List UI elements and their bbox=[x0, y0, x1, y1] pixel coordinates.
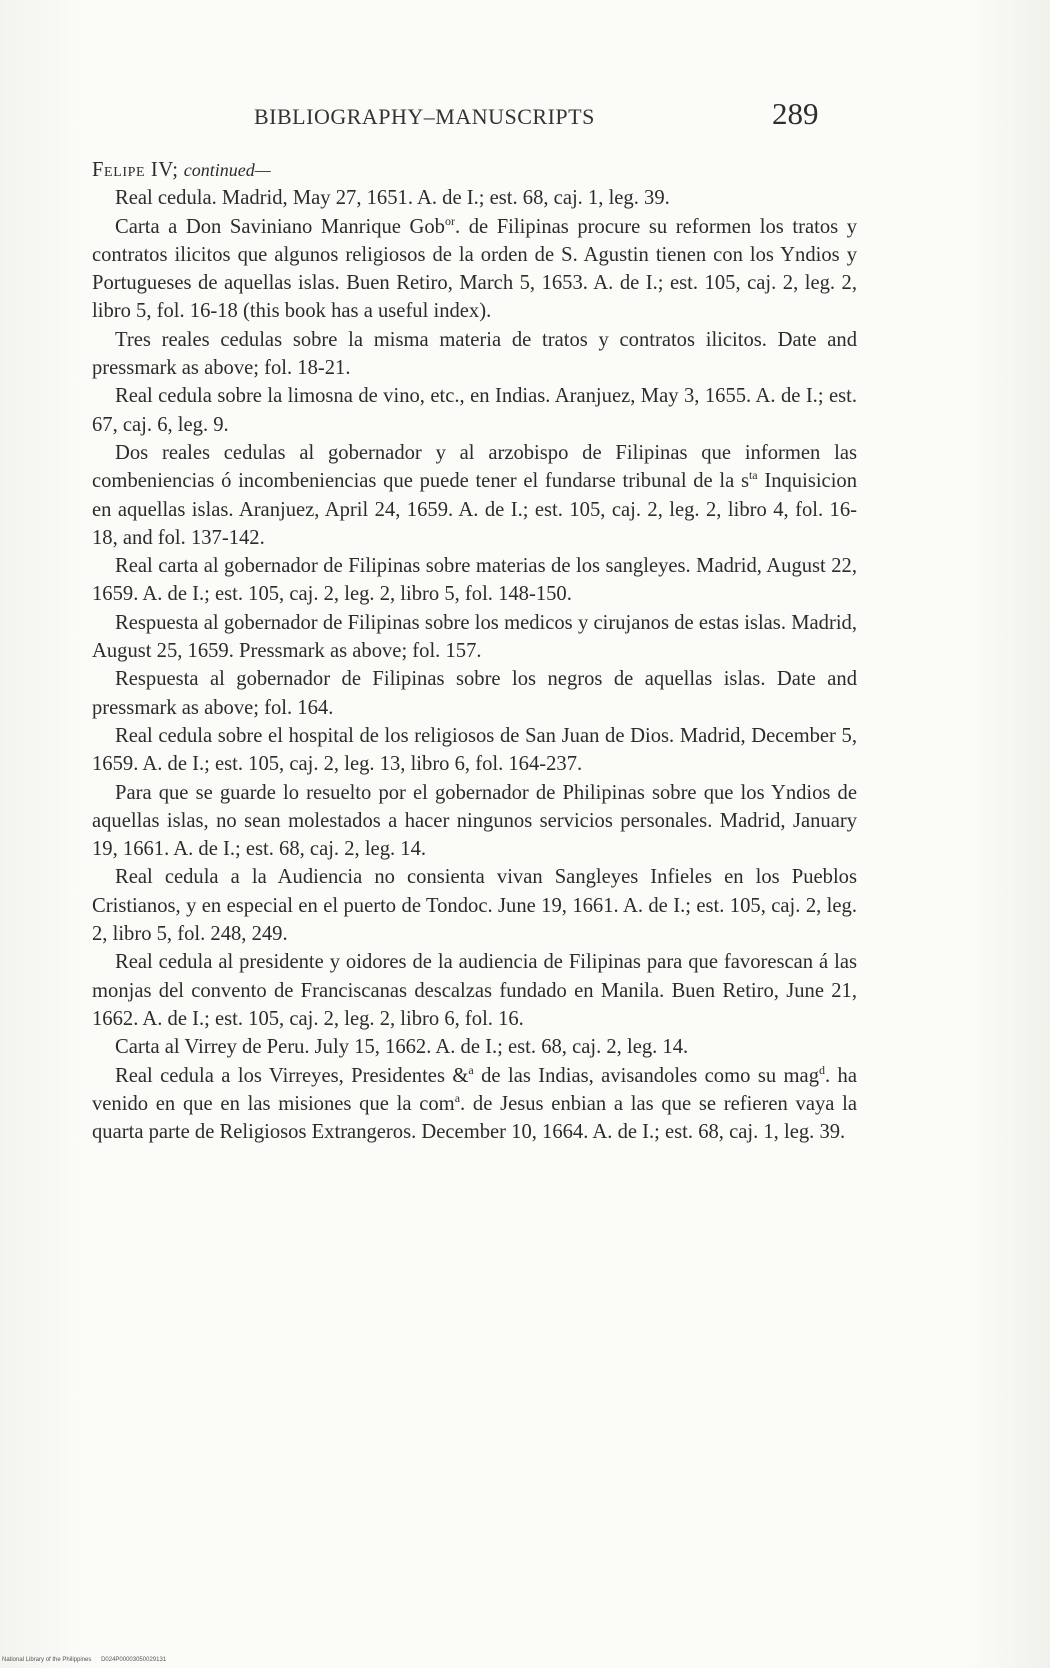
bibliography-entry: Real cedula sobre la limosna de vino, etc., en Indias. Aranjuez, May 3, 1655. A. de I.; est. 67, caj. 6, leg. 9. bbox=[92, 385, 857, 436]
bibliography-entry: Real cedula al presidente y oidores de la audiencia de Filipinas para que favorescan á las monjas del convento de Franciscanas descalzas fundado en Manila. Buen Retiro, June 21, 1662. A. de I.; est. 105, caj. 2, leg. 2, libro 6, fol. 16. bbox=[92, 951, 857, 1030]
bibliography-entry: Respuesta al gobernador de Filipinas sobre los medicos y cirujanos de estas islas. Madrid, August 25, 1659. Pressmark as above; fol. 157. bbox=[92, 611, 857, 663]
scan-footer bbox=[2, 1657, 174, 1663]
section-name: Felipe IV; bbox=[92, 159, 179, 181]
bibliography-entry: Tres reales cedulas sobre la misma materia de tratos y contratos ilicitos. Date and pressmark as above; fol. 18-21. bbox=[92, 328, 857, 380]
bibliography-entry: Carta al Virrey de Peru. July 15, 1662. A. de I.; est. 68, caj. 2, leg. 14. bbox=[115, 1036, 689, 1059]
running-title: BIBLIOGRAPHY–MANUSCRIPTS bbox=[254, 104, 595, 129]
scan-code: D024P00003050029131 bbox=[101, 1657, 167, 1663]
bibliography-entry: Para que se guarde lo resuelto por el gobernador de Philipinas sobre que los Yndios de aquellas islas, no sean molestados a hacer ningunos servicios personales. Madrid, January 19, 1661. A. de I.; est. 68, caj. 2, leg. 14. bbox=[92, 781, 857, 861]
continued-label: continued— bbox=[183, 160, 271, 180]
running-head bbox=[254, 96, 854, 136]
bibliography-entry: Carta a Don Saviniano Manrique Gob$^{or}$. de Filipinas procure su reformen los tratos y contratos ilicitos que algunos religiosos de la orden de S. Agustin tienen con los Yndios y Portugueses de aquellas islas. Buen Retiro, March 5, 1653. A. de I.; est. 105, caj. 2, leg. 2, libro 5, fol. 16-18 (this book has a useful index). bbox=[92, 213, 858, 323]
bibliography-entry: Respuesta al gobernador de Filipinas sobre los negros de aquellas islas. Date and pressmark as above; fol. 164. bbox=[92, 668, 857, 719]
library-credit: National Library of the Philippines bbox=[2, 1657, 92, 1663]
page-number: 289 bbox=[772, 96, 819, 131]
bibliography-entry: Real cedula. Madrid, May 27, 1651. A. de I.; est. 68, caj. 1, leg. 39. bbox=[115, 187, 670, 210]
bibliography-entry: Dos reales cedulas al gobernador y al arzobispo de Filipinas que informen las combeniencias ó incombeniencias que puede tener el fundarse tribunal de la $s^{ta}$ Inquisicion en aquellas islas. Aranjuez, April 24, 1659. A. de I.; est. 105, caj. 2, leg. 2, libro 4, fol. 16-18, and fol. 137-142. bbox=[92, 441, 858, 549]
bibliography-entry: Real cedula a los Virreyes, Presidentes &$^a$ de las Indias, avisandoles como su mag$^d$. ha venido en que en las misiones que la com$^a$. de Jesus enbian a las que se refieren vaya la quarta parte de Religiosos Extrangeros. December 10, 1664. A. de I.; est. 68, caj. 1, leg. 39. bbox=[92, 1062, 857, 1144]
section-heading bbox=[92, 156, 857, 184]
bibliography-entry: Real cedula sobre el hospital de los religiosos de San Juan de Dios. Madrid, December 5, 1659. A. de I.; est. 105, caj. 2, leg. 13, libro 6, fol. 164-237. bbox=[92, 724, 857, 776]
bibliography-entry: Real carta al gobernador de Filipinas sobre materias de los sangleyes. Madrid, August 22, 1659. A. de I.; est. 105, caj. 2, leg. 2, libro 5, fol. 148-150. bbox=[92, 555, 857, 606]
bibliography-text bbox=[92, 156, 857, 1146]
bibliography-entry: Real cedula a la Audiencia no consienta vivan Sangleyes Infieles en los Pueblos Cristianos, y en especial en el puerto de Tondoc. June 19, 1661. A. de I.; est. 105, caj. 2, leg. 2, libro 5, fol. 248, 249. bbox=[92, 866, 857, 946]
